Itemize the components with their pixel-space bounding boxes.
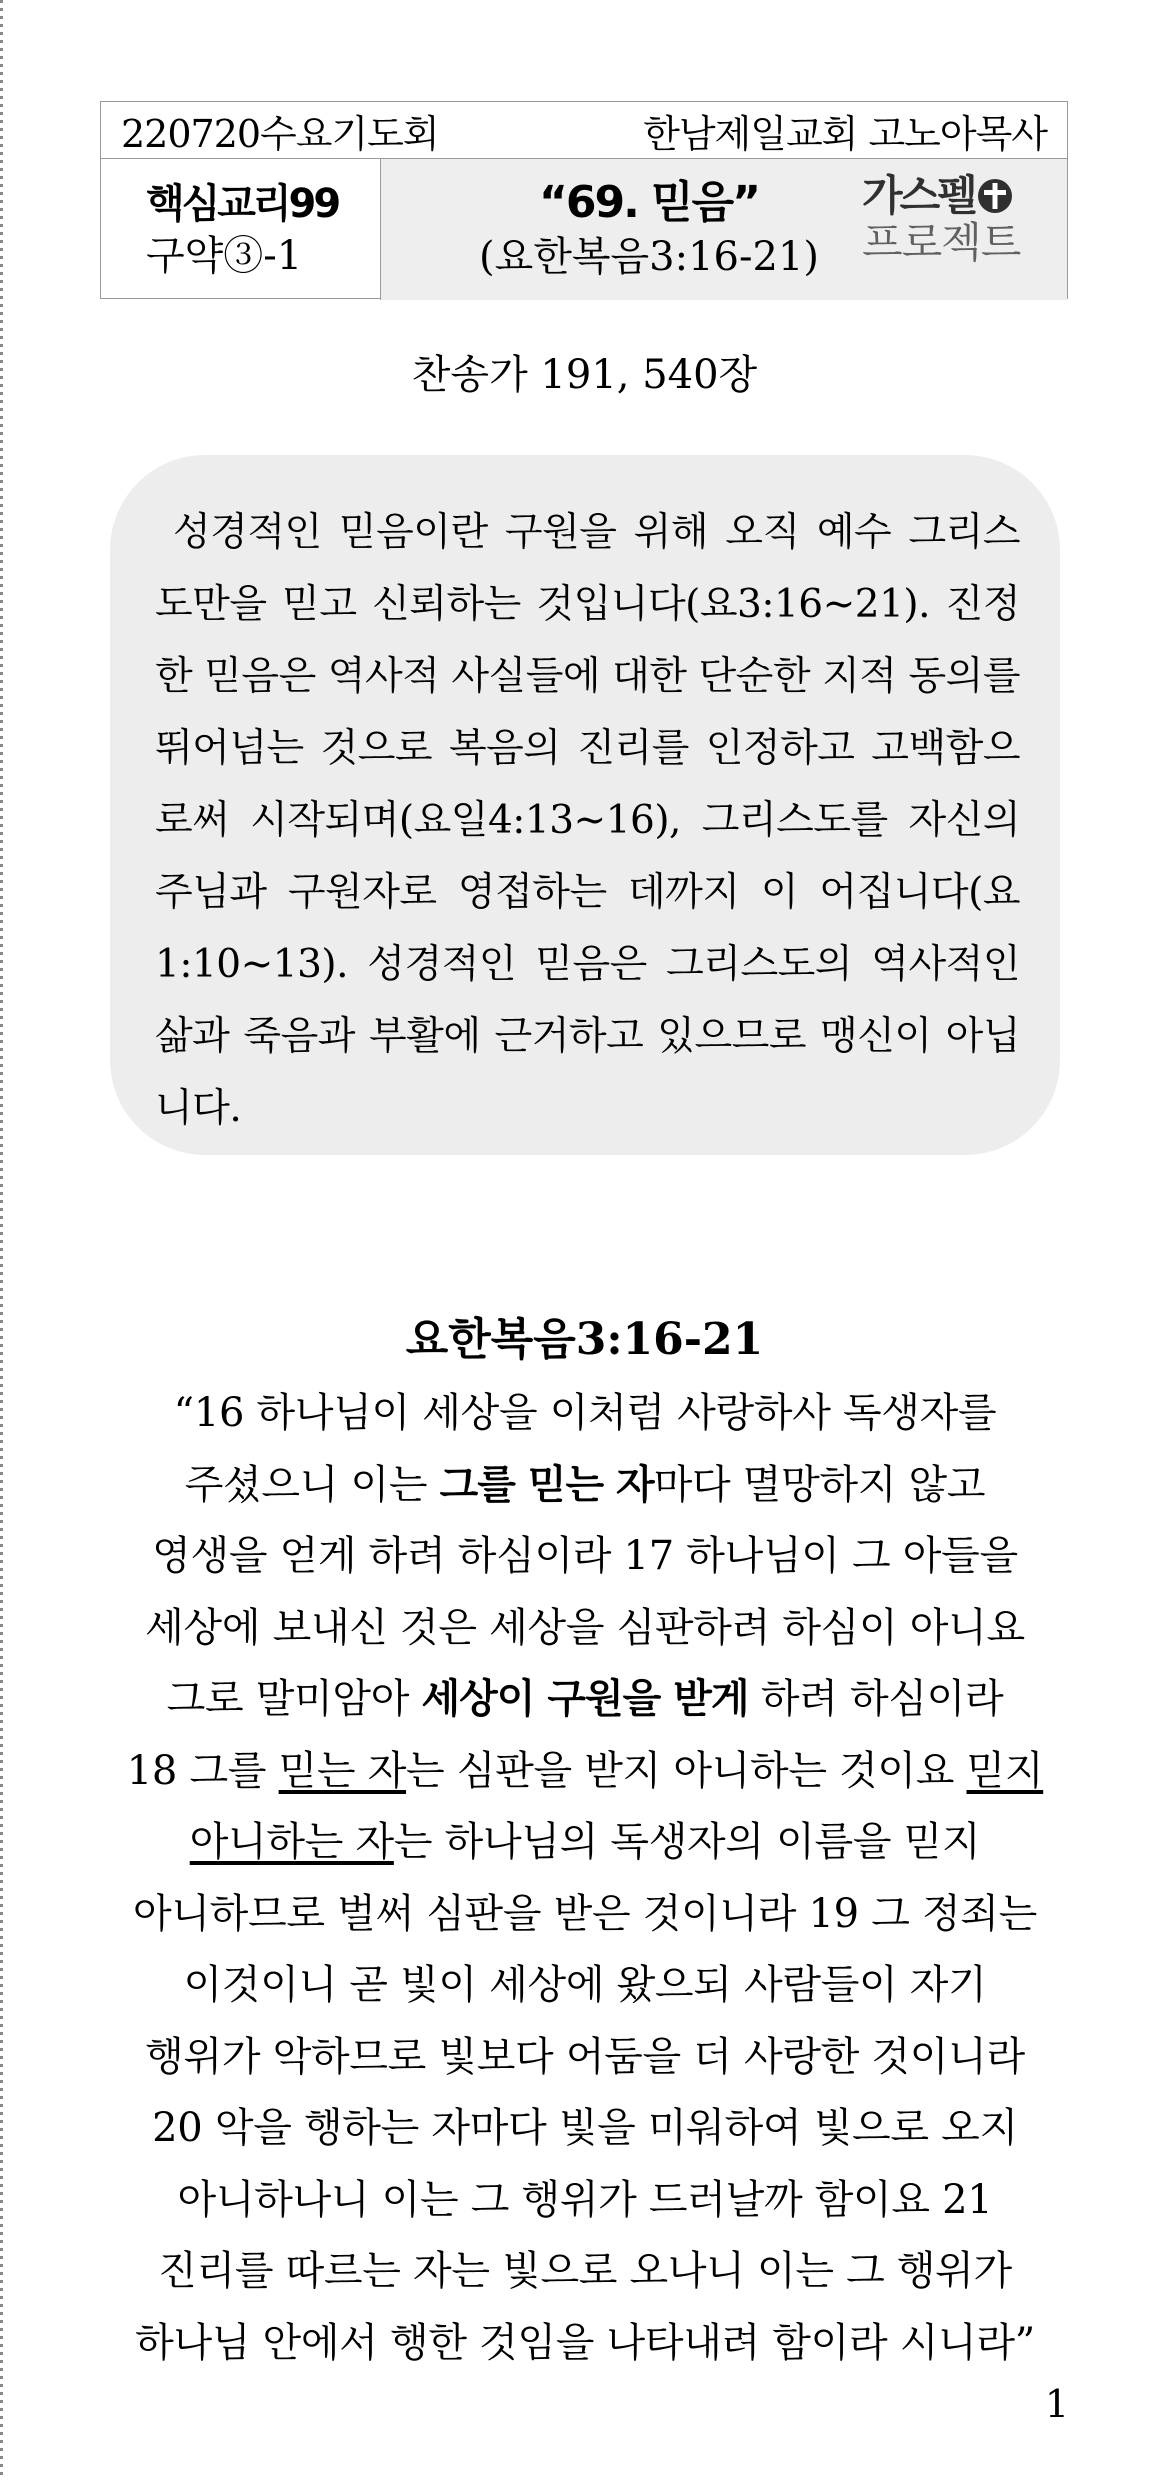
document-header [100,101,1068,299]
scripture-line: 아니하나니 이는 그 행위가 드러날까 함이요 21 [177,2176,993,2223]
scripture-passage [70,1378,1100,2379]
scripture-line: 주셨으니 이는 그를 믿는 자마다 멸망하지 않고 [184,1461,986,1508]
series-part: 구약③-1 [146,232,303,279]
hymn-numbers: 찬송가 191, 540장 [411,352,758,398]
service-date: 220720수요기도회 [121,111,439,156]
church-pastor: 한남제일교회 고노아목사 [643,111,1047,156]
scripture-line: 18 그를 믿는 자는 심판을 받지 아니하는 것이요 믿지 [126,1747,1044,1794]
emphasis-bold: 그를 믿는 자 [439,1461,654,1508]
scripture-line: 영생을 얻게 하려 하심이라 17 하나님이 그 아들을 [152,1533,1018,1579]
header-top-row [101,102,1067,159]
scripture-line: 행위가 악하므로 빛보다 어둠을 더 사랑한 것이니라 [145,2033,1025,2080]
scripture-heading: 요한복음3:16-21 [405,1314,764,1365]
doctrine-summary-text: 성경적인 믿음이란 구원을 위해 오직 예수 그리스도만을 믿고 신뢰하는 것입니다(요3:16~21). 진정한 믿음은 역사적 사실들에 대한 단순한 지적 동의를 뛰어넘는 것으로 복음의 진리를 인정하고 고백함으로써 시작되며(요일4:13~16), 그리스도를 자신의 주님과 구원자로 영접하는 데까지 이 어집니다(요1:10~13). 성경적인 믿음은 그리스도의 역사적인 삶과 죽음과 부활에 근거하고 있으므로 맹신이 아닙니다. [155,510,1020,1131]
lesson-title: “69. 믿음” [538,176,760,228]
emphasis-underline: 아니하는 자 [189,1819,394,1865]
scripture-line: “16 하나님이 세상을 이처럼 사랑하사 독생자를 [173,1390,997,1436]
emphasis-underline: 믿지 [966,1747,1044,1794]
page-number: 1 [1044,2382,1069,2426]
scripture-line: 20 악을 행하는 자마다 빛을 미워하여 빛으로 오지 [152,2105,1018,2151]
emphasis-bold: 세상이 구원을 받게 [421,1676,749,1722]
logo-gospel-text: 가스펠 [862,171,975,220]
scripture-line: 아니하는 자는 하나님의 독생자의 이름을 믿지 [189,1819,981,1865]
scripture-line: 그로 말미암아 세상이 구원을 받게 하려 하심이라 [166,1676,1004,1722]
scripture-line: 세상에 보내신 것은 세상을 심판하려 하심이 아니요 [145,1604,1025,1651]
gospel-project-logo [862,172,1037,282]
scripture-line: 아니하므로 벌써 심판을 받은 것이니라 19 그 정죄는 [132,1890,1037,1937]
series-name: 핵심교리99 [146,180,339,227]
scripture-line: 진리를 따르는 자는 빛으로 오나니 이는 그 행위가 [158,2248,1012,2294]
series-cell [101,159,381,300]
logo-project-text: 프로젝트 [862,218,1021,267]
lesson-reference: (요한복음3:16-21) [478,233,819,280]
cross-circle-icon [977,178,1013,214]
doctrine-summary-box [110,455,1060,1155]
scripture-line: 이것이니 곧 빛이 세상에 왔으되 사람들이 자기 [183,1962,987,2008]
scripture-line: 하나님 안에서 행한 것임을 나타내려 함이라 시니라” [135,2319,1035,2366]
emphasis-underline: 믿는 자 [278,1747,407,1794]
